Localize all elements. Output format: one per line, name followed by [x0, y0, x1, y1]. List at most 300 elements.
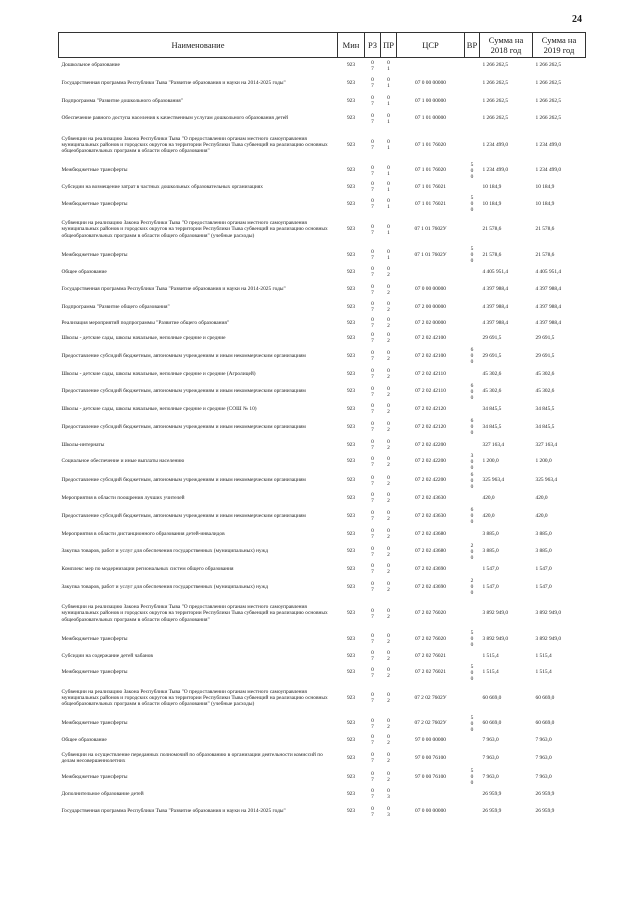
- row-csr: 07 0 00 00000: [415, 286, 446, 293]
- header-sum-2018: Сумма на 2018 год: [480, 33, 533, 58]
- header-rz: РЗ: [365, 33, 381, 58]
- header-sum-2019: Сумма на 2019 год: [533, 33, 586, 58]
- row-vr: 5 0 0: [470, 663, 474, 682]
- row-vr: 5 0 0: [470, 630, 474, 648]
- row-sum-2019: 7 963,0: [535, 754, 552, 761]
- table-row: [59, 526, 586, 542]
- row-min: 923: [346, 423, 356, 430]
- row-pr: 0 3: [387, 787, 390, 800]
- table-row: [59, 246, 586, 264]
- row-rz: 0 7: [371, 805, 374, 818]
- row-csr: 07 2 02 42100: [415, 352, 446, 359]
- row-name: Обеспечение равного доступа населения к качественным услугам дошкольного образования детей: [61, 115, 288, 122]
- row-min: 923: [346, 458, 356, 465]
- row-sum-2018: 10 184,9: [482, 184, 502, 191]
- table-row: [59, 300, 586, 316]
- row-rz: 0 7: [371, 421, 374, 433]
- row-sum-2019: 29 691,5: [535, 335, 555, 342]
- row-min: 923: [346, 200, 356, 207]
- row-vr: 5 0 0: [470, 161, 474, 180]
- row-vr: [465, 366, 480, 382]
- row-sum-2018: 29 691,5: [482, 352, 502, 359]
- row-pr: 0 1: [387, 164, 390, 177]
- row-rz: 0 7: [371, 692, 374, 704]
- row-pr: 0 2: [387, 492, 390, 505]
- row-sum-2019: 3 885,0: [535, 530, 552, 537]
- row-pr: 0 2: [387, 455, 390, 468]
- row-vr: [465, 526, 480, 542]
- row-min: 923: [346, 737, 356, 744]
- row-vr: 6 0 0: [470, 382, 474, 401]
- row-min: 923: [346, 495, 356, 502]
- row-sum-2019: 26 959,9: [535, 790, 555, 797]
- row-csr: 97 0 00 00000: [415, 737, 446, 744]
- row-name: Межбюджетные трансферты: [61, 773, 128, 780]
- row-rz: 0 7: [371, 112, 374, 125]
- row-rz: 0 7: [371, 350, 374, 362]
- table-row: [59, 315, 586, 331]
- row-vr: 6 0 0: [470, 418, 474, 436]
- row-vr: 5 0 0: [470, 195, 474, 213]
- row-rz: 0 7: [371, 316, 374, 329]
- row-csr: 07 1 01 76021: [415, 184, 446, 191]
- row-rz: 0 7: [371, 474, 374, 487]
- row-csr: [397, 264, 465, 280]
- row-min: 923: [346, 512, 356, 519]
- row-name: Предоставление субсидий бюджетным, автономным учреждениям и иным некоммерческим организациям: [61, 477, 306, 484]
- row-sum-2018: 4 397 988,4: [482, 304, 509, 311]
- row-pr: 0 2: [387, 545, 390, 558]
- row-pr: 0 2: [387, 527, 390, 540]
- row-rz: 0 7: [371, 139, 374, 151]
- row-sum-2019: 1 266 262,5: [535, 115, 562, 122]
- table-row: [59, 93, 586, 109]
- row-vr: [465, 180, 480, 196]
- row-pr: 0 2: [387, 283, 390, 296]
- row-pr: 0 2: [387, 692, 390, 704]
- row-sum-2018: 10 184,9: [482, 200, 502, 207]
- row-rz: 0 7: [371, 438, 374, 451]
- row-sum-2019: 7 963,0: [535, 773, 552, 780]
- table-row: [59, 129, 586, 162]
- row-sum-2018: 1 234 499,0: [482, 141, 509, 148]
- row-sum-2018: 34 845,5: [482, 423, 502, 430]
- table-row: [59, 382, 586, 402]
- row-csr: 07 2 02 42120: [415, 423, 446, 430]
- table-row: [59, 648, 586, 664]
- table-row: [59, 73, 586, 93]
- row-vr: [465, 58, 480, 74]
- row-vr: 2 0 0: [470, 578, 474, 596]
- row-rz: 0 7: [371, 385, 374, 398]
- row-rz: 0 7: [371, 403, 374, 416]
- row-sum-2019: 4 397 988,4: [535, 304, 562, 311]
- row-sum-2018: 1 266 262,5: [482, 115, 509, 122]
- row-sum-2018: 1 515,4: [482, 669, 499, 676]
- row-rz: 0 7: [371, 717, 374, 730]
- row-sum-2018: 45 302,6: [482, 388, 502, 395]
- row-name: Межбюджетные трансферты: [61, 669, 128, 676]
- row-min: 923: [346, 352, 356, 359]
- row-min: 923: [346, 184, 356, 191]
- table-row: [59, 437, 586, 453]
- row-rz: 0 7: [371, 249, 374, 261]
- table-row: [59, 506, 586, 526]
- row-name: Общее образование: [61, 737, 107, 744]
- row-sum-2018: 420,0: [482, 495, 495, 502]
- row-pr: 0 2: [387, 316, 390, 329]
- row-min: 923: [346, 335, 356, 342]
- row-sum-2018: 1 515,4: [482, 652, 499, 659]
- row-sum-2019: 1 547,0: [535, 583, 552, 590]
- row-pr: 0 1: [387, 59, 390, 72]
- budget-table: [58, 32, 586, 822]
- row-min: 923: [346, 477, 356, 484]
- row-sum-2019: 29 691,5: [535, 352, 555, 359]
- row-min: 923: [346, 610, 356, 617]
- row-vr: [465, 129, 480, 162]
- row-vr: 6 0 0: [470, 507, 474, 525]
- row-name: Субвенции на реализацию Закона Республики Тыва "О предоставлении органам местного самоуправления муниципальных районов и городских округов на территории Республики Тыва субвенций на реализацию основных общеобразовательных программ в области общего образования" (учебные расходы): [61, 688, 328, 708]
- row-csr: 07 2 02 76020: [415, 610, 446, 617]
- row-vr: [465, 597, 480, 630]
- table-row: [59, 366, 586, 382]
- row-csr: 07 2 02 76020: [415, 635, 446, 642]
- row-min: 923: [346, 669, 356, 676]
- row-name: Школы-интернаты: [61, 441, 105, 448]
- row-rz: 0 7: [371, 455, 374, 468]
- row-csr: 07 2 02 42110: [415, 388, 446, 395]
- row-name: Субвенции на реализацию Закона Республики Тыва "О предоставлении органам местного самоуправления муниципальных районов и городских округов на территории Республики Тыва субвенций на реализацию основных общеобразовательных программ в области общего образования": [61, 135, 328, 155]
- row-csr: 07 1 01 00000: [415, 115, 446, 122]
- row-name: Предоставление субсидий бюджетным, автономным учреждениям и иным некоммерческим организациям: [61, 388, 306, 395]
- row-csr: 07 2 02 42100: [415, 335, 446, 342]
- row-rz: 0 7: [371, 545, 374, 558]
- row-pr: 0 2: [387, 301, 390, 314]
- row-sum-2018: 4 397 988,4: [482, 286, 509, 293]
- row-sum-2018: 26 959,9: [482, 808, 502, 815]
- row-pr: 0 1: [387, 198, 390, 210]
- row-name: Субсидии на содержание детей чабанов: [61, 652, 153, 659]
- row-sum-2019: 21 578,6: [535, 251, 555, 258]
- row-vr: [465, 402, 480, 418]
- row-sum-2018: 420,0: [482, 512, 495, 519]
- row-sum-2019: 34 845,5: [535, 423, 555, 430]
- row-sum-2018: 1 200,0: [482, 458, 499, 465]
- row-sum-2018: 7 963,0: [482, 754, 499, 761]
- row-csr: 07 2 02 7602У: [414, 720, 447, 727]
- row-name: Субвенции на реализацию Закона Республики Тыва "О предоставлении органам местного самоуправления муниципальных районов и городских округов на территории Республики Тыва субвенций на реализацию основных общеобразовательных программ в области общего образования" (учебные расходы): [61, 220, 328, 239]
- row-min: 923: [346, 406, 356, 413]
- row-rz: 0 7: [371, 301, 374, 314]
- row-min: 923: [346, 388, 356, 395]
- row-pr: 0 2: [387, 717, 390, 730]
- row-pr: 0 1: [387, 181, 390, 194]
- row-csr: 07 1 01 76021: [415, 200, 446, 207]
- row-sum-2019: 3 892 949,0: [535, 610, 562, 617]
- row-pr: 0 2: [387, 332, 390, 345]
- row-pr: 0 2: [387, 403, 390, 416]
- row-vr: [465, 331, 480, 347]
- table-row: [59, 748, 586, 768]
- row-vr: [465, 562, 480, 578]
- row-vr: 5 0 0: [470, 714, 474, 733]
- row-csr: 07 2 02 43630: [415, 495, 446, 502]
- row-rz: 0 7: [371, 787, 374, 800]
- row-vr: 5 0 0: [470, 768, 474, 786]
- row-csr: 07 0 00 00000: [415, 808, 446, 815]
- row-csr: [397, 786, 465, 802]
- row-name: Дошкольное образование: [61, 62, 120, 69]
- row-csr: 07 1 01 76020: [415, 167, 446, 174]
- table-row: [59, 180, 586, 196]
- row-sum-2019: 1 547,0: [535, 566, 552, 573]
- row-sum-2018: 4 397 988,4: [482, 319, 509, 326]
- row-name: Мероприятия в области дистанционного образования детей-инвалидов: [61, 530, 225, 537]
- table-row: [59, 577, 586, 597]
- row-name: Школы - детские сады, школы начальные, неполные средние и средние (Агролицей): [61, 370, 256, 377]
- row-sum-2018: 7 963,0: [482, 773, 499, 780]
- table-row: [59, 768, 586, 786]
- table-row: [59, 109, 586, 129]
- row-rz: 0 7: [371, 563, 374, 576]
- row-rz: 0 7: [371, 633, 374, 645]
- header-pr: ПР: [381, 33, 397, 58]
- row-vr: [465, 802, 480, 822]
- row-sum-2018: 26 959,9: [482, 790, 502, 797]
- row-sum-2019: 4 405 951,4: [535, 268, 562, 275]
- row-min: 923: [346, 97, 356, 104]
- row-rz: 0 7: [371, 367, 374, 380]
- table-row: [59, 562, 586, 578]
- row-name: Школы - детские сады, школы начальные, неполные средние и средние: [61, 335, 226, 342]
- table-row: [59, 786, 586, 802]
- row-vr: [465, 213, 480, 246]
- row-name: Закупка товаров, работ и услуг для обеспечения государственных (муниципальных) нужд: [61, 583, 269, 590]
- row-rz: 0 7: [371, 265, 374, 278]
- row-pr: 0 2: [387, 607, 390, 620]
- row-min: 923: [346, 548, 356, 555]
- row-min: 923: [346, 304, 356, 311]
- table-row: [59, 331, 586, 347]
- row-vr: 5 0 0: [470, 246, 474, 264]
- row-name: Дополнительное образование детей: [61, 790, 144, 797]
- row-vr: [465, 280, 480, 300]
- row-pr: 0 2: [387, 581, 390, 593]
- row-name: Общее образование: [61, 268, 107, 275]
- row-sum-2018: 34 845,5: [482, 406, 502, 413]
- row-name: Подпрограмма "Развитие дошкольного образования": [61, 97, 183, 104]
- row-pr: 0 2: [387, 649, 390, 662]
- row-csr: 07 2 02 43680: [415, 530, 446, 537]
- row-sum-2018: 21 578,6: [482, 226, 502, 233]
- row-vr: [465, 109, 480, 129]
- row-min: 923: [346, 754, 356, 761]
- row-csr: 07 1 00 00000: [415, 97, 446, 104]
- row-vr: [465, 437, 480, 453]
- row-vr: [465, 315, 480, 331]
- row-min: 923: [346, 268, 356, 275]
- header-vr: ВР: [465, 33, 480, 58]
- row-min: 923: [346, 694, 356, 701]
- table-row: [59, 453, 586, 471]
- row-vr: [465, 491, 480, 507]
- row-rz: 0 7: [371, 734, 374, 747]
- table-row: [59, 346, 586, 366]
- row-name: Подпрограмма "Развитие общего образования": [61, 304, 170, 311]
- row-min: 923: [346, 583, 356, 590]
- header-csr: ЦСР: [397, 33, 465, 58]
- row-sum-2019: 45 302,6: [535, 370, 555, 377]
- row-vr: [465, 786, 480, 802]
- row-vr: [465, 733, 480, 749]
- row-sum-2019: 1 234 499,0: [535, 141, 562, 148]
- row-name: Межбюджетные трансферты: [61, 635, 128, 642]
- row-csr: 97 0 00 76100: [415, 754, 446, 761]
- row-pr: 0 2: [387, 474, 390, 487]
- row-min: 923: [346, 790, 356, 797]
- row-sum-2018: 3 892 949,0: [482, 635, 509, 642]
- row-csr: 07 1 01 7602У: [414, 251, 447, 258]
- row-csr: 07 2 02 42120: [415, 406, 446, 413]
- row-name: Субвенции на реализацию Закона Республики Тыва "О предоставлении органам местного самоуправления муниципальных районов и городских округов на территории Республики Тыва субвенций на реализацию основных общеобразовательных программ в области общего образования": [61, 604, 328, 623]
- row-rz: 0 7: [371, 666, 374, 679]
- row-name: Закупка товаров, работ и услуг для обеспечения государственных (муниципальных) нужд: [61, 548, 269, 555]
- row-name: Межбюджетные трансферты: [61, 200, 128, 207]
- row-rz: 0 7: [371, 771, 374, 783]
- row-pr: 0 2: [387, 265, 390, 278]
- row-rz: 0 7: [371, 181, 374, 194]
- row-vr: [465, 300, 480, 316]
- row-min: 923: [346, 115, 356, 122]
- row-sum-2018: 60 669,0: [482, 720, 502, 727]
- row-csr: 07 2 02 7602У: [414, 694, 447, 701]
- row-min: 923: [346, 167, 356, 174]
- row-min: 923: [346, 441, 356, 448]
- page-number: 24: [572, 14, 582, 25]
- row-min: 923: [346, 286, 356, 293]
- row-name: Субсидии на возмещение затрат в частных дошкольных образовательных организациях: [61, 184, 263, 191]
- row-rz: 0 7: [371, 492, 374, 505]
- row-csr: 07 0 00 00000: [415, 79, 446, 86]
- row-csr: 07 1 01 7602У: [414, 226, 447, 233]
- table-header-row: [59, 33, 586, 58]
- row-min: 923: [346, 773, 356, 780]
- row-vr: 6 0 0: [470, 347, 474, 365]
- row-sum-2018: 29 691,5: [482, 335, 502, 342]
- row-sum-2019: 10 184,9: [535, 200, 555, 207]
- row-sum-2019: 1 234 499,0: [535, 167, 562, 174]
- row-rz: 0 7: [371, 94, 374, 107]
- row-vr: [465, 682, 480, 715]
- row-sum-2019: 1 266 262,5: [535, 62, 562, 69]
- row-pr: 0 2: [387, 563, 390, 576]
- row-sum-2018: 21 578,6: [482, 251, 502, 258]
- table-row: [59, 402, 586, 418]
- row-pr: 0 2: [387, 771, 390, 783]
- row-csr: 07 2 02 43690: [415, 583, 446, 590]
- row-sum-2019: 21 578,6: [535, 226, 555, 233]
- row-sum-2019: 60 669,0: [535, 720, 555, 727]
- row-sum-2019: 45 302,6: [535, 388, 555, 395]
- row-min: 923: [346, 62, 356, 69]
- table-row: [59, 802, 586, 822]
- row-name: Предоставление субсидий бюджетным, автономным учреждениям и иным некоммерческим организациям: [61, 512, 306, 519]
- row-sum-2018: 3 885,0: [482, 548, 499, 555]
- row-sum-2019: 34 845,5: [535, 406, 555, 413]
- row-csr: 07 2 02 42110: [415, 370, 446, 377]
- row-pr: 0 2: [387, 752, 390, 764]
- row-sum-2018: 1 266 262,5: [482, 62, 509, 69]
- row-pr: 0 2: [387, 421, 390, 433]
- row-pr: 0 2: [387, 350, 390, 362]
- row-csr: 07 2 02 42200: [415, 458, 446, 465]
- row-pr: 0 1: [387, 77, 390, 89]
- row-min: 923: [346, 808, 356, 815]
- table-row: [59, 597, 586, 630]
- row-rz: 0 7: [371, 752, 374, 764]
- row-rz: 0 7: [371, 649, 374, 662]
- row-csr: 07 1 01 76020: [415, 141, 446, 148]
- row-name: Межбюджетные трансферты: [61, 251, 128, 258]
- row-vr: 6 0 0: [470, 471, 474, 490]
- row-name: Социальное обеспечение и иные выплаты населению: [61, 458, 185, 465]
- row-sum-2018: 3 885,0: [482, 530, 499, 537]
- row-pr: 0 2: [387, 367, 390, 380]
- row-sum-2019: 1 266 262,5: [535, 97, 562, 104]
- row-pr: 0 1: [387, 249, 390, 261]
- row-vr: [465, 264, 480, 280]
- row-sum-2019: 325 963,4: [535, 477, 558, 484]
- row-csr: 07 2 00 00000: [415, 304, 446, 311]
- row-sum-2019: 3 885,0: [535, 548, 552, 555]
- row-rz: 0 7: [371, 198, 374, 210]
- row-csr: 97 0 00 76100: [415, 773, 446, 780]
- row-sum-2018: 1 547,0: [482, 566, 499, 573]
- row-sum-2018: 60 669,0: [482, 694, 502, 701]
- table-row: [59, 664, 586, 682]
- row-min: 923: [346, 251, 356, 258]
- row-sum-2018: 327 163,4: [482, 441, 505, 448]
- row-sum-2019: 420,0: [535, 495, 548, 502]
- row-sum-2018: 7 963,0: [482, 737, 499, 744]
- row-rz: 0 7: [371, 527, 374, 540]
- row-pr: 0 2: [387, 666, 390, 679]
- row-min: 923: [346, 319, 356, 326]
- row-vr: [465, 648, 480, 664]
- row-pr: 0 2: [387, 734, 390, 747]
- row-sum-2018: 4 405 951,4: [482, 268, 509, 275]
- row-name: Государственная программа Республики Тыва "Развитие образования и науки на 2014-2025 годы": [61, 808, 286, 815]
- row-min: 923: [346, 530, 356, 537]
- table-row: [59, 471, 586, 491]
- table-row: [59, 715, 586, 733]
- row-csr: 07 2 02 76021: [415, 669, 446, 676]
- row-min: 923: [346, 720, 356, 727]
- row-rz: 0 7: [371, 59, 374, 72]
- header-name: Наименование: [59, 33, 338, 58]
- row-name: Государственная программа Республики Тыва "Развитие образования и науки на 2014-2025 годы": [61, 79, 286, 86]
- table-row: [59, 264, 586, 280]
- table-row: [59, 195, 586, 213]
- row-pr: 0 1: [387, 223, 390, 236]
- row-rz: 0 7: [371, 510, 374, 522]
- table-row: [59, 213, 586, 246]
- row-name: Школы - детские сады, школы начальные, неполные средние и средние (СОШ № 10): [61, 406, 257, 413]
- row-sum-2018: 45 302,6: [482, 370, 502, 377]
- row-pr: 0 1: [387, 139, 390, 151]
- row-pr: 0 1: [387, 94, 390, 107]
